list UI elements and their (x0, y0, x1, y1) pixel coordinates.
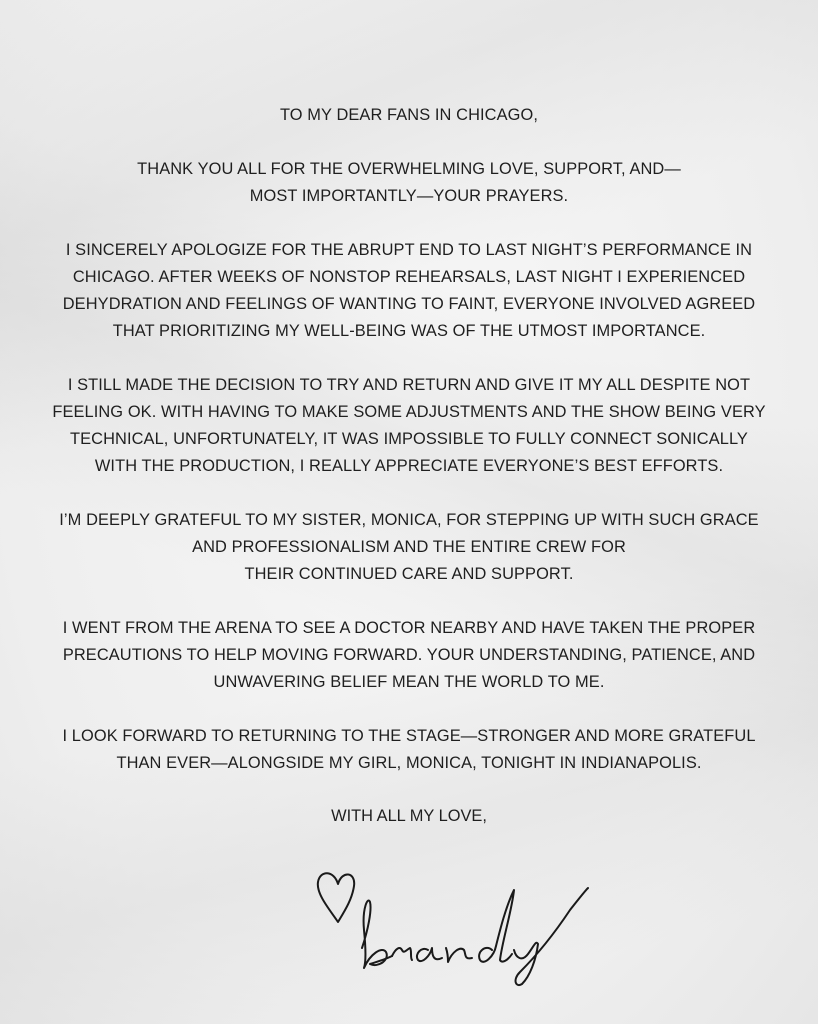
paragraph (0, 507, 818, 588)
signature-drawing (300, 850, 660, 990)
signature-letter-a (417, 948, 442, 961)
paragraph-line: THEIR CONTINUED CARE AND SUPPORT. (244, 565, 574, 583)
paragraph-line: CHICAGO. AFTER WEEKS OF NONSTOP REHEARSALS, LAST NIGHT I EXPERIENCED (72, 268, 746, 286)
paragraph-line: UNWAVERING BELIEF MEAN THE WORLD TO ME. (213, 673, 605, 691)
paragraph-line: I SINCERELY APOLOGIZE FOR THE ABRUPT END TO LAST NIGHT’S PERFORMANCE IN (65, 241, 753, 259)
paragraph-line: THAN EVER—ALONGSIDE MY GIRL, MONICA, TONIGHT IN INDIANAPOLIS. (116, 754, 702, 772)
paragraphs (0, 156, 818, 777)
paragraph-line: TECHNICAL, UNFORTUNATELY, IT WAS IMPOSSIBLE TO FULLY CONNECT SONICALLY (70, 430, 748, 448)
paragraph-line: I LOOK FORWARD TO RETURNING TO THE STAGE—STRONGER AND MORE GRATEFUL (62, 727, 756, 745)
paragraph (0, 615, 818, 696)
signature-letter-y (514, 888, 588, 985)
signature-letter-b (362, 900, 392, 968)
heart-icon (318, 873, 354, 922)
paragraph-line: THANK YOU ALL FOR THE OVERWHELMING LOVE, SUPPORT, AND— (137, 160, 681, 178)
paragraph-line: AND PROFESSIONALISM AND THE ENTIRE CREW FOR (192, 538, 626, 556)
salutation-text: TO MY DEAR FANS IN CHICAGO, (279, 106, 538, 124)
paragraph-line: DEHYDRATION AND FEELINGS OF WANTING TO FAINT, EVERYONE INVOLVED AGREED (62, 295, 756, 313)
signature-letter-n (446, 948, 472, 962)
signature (300, 850, 660, 990)
signature-letter-d (479, 890, 514, 962)
paragraph-line: MOST IMPORTANTLY—YOUR PRAYERS. (249, 187, 569, 205)
paragraph (0, 156, 818, 210)
salutation (0, 102, 818, 129)
closing: WITH ALL MY LOVE, (331, 807, 487, 825)
paragraph (0, 723, 818, 777)
paragraph-line: FEELING OK. WITH HAVING TO MAKE SOME ADJUSTMENTS AND THE SHOW BEING VERY (52, 403, 766, 421)
paragraph-line: THAT PRIORITIZING MY WELL-BEING WAS OF THE UTMOST IMPORTANCE. (112, 322, 706, 340)
paragraph-line: I WENT FROM THE ARENA TO SEE A DOCTOR NEARBY AND HAVE TAKEN THE PROPER (62, 619, 756, 637)
paragraph-line: I STILL MADE THE DECISION TO TRY AND RETURN AND GIVE IT MY ALL DESPITE NOT (67, 376, 751, 394)
paragraph (0, 237, 818, 345)
paragraph-line: I’M DEEPLY GRATEFUL TO MY SISTER, MONICA, FOR STEPPING UP WITH SUCH GRACE (59, 511, 759, 529)
signature-letter-r (392, 948, 412, 960)
paragraph-line: PRECAUTIONS TO HELP MOVING FORWARD. YOUR UNDERSTANDING, PATIENCE, AND (62, 646, 756, 664)
paragraph (0, 372, 818, 480)
paragraph-line: WITH THE PRODUCTION, I REALLY APPRECIATE EVERYONE’S BEST EFFORTS. (94, 457, 724, 475)
letter-body (0, 102, 818, 804)
